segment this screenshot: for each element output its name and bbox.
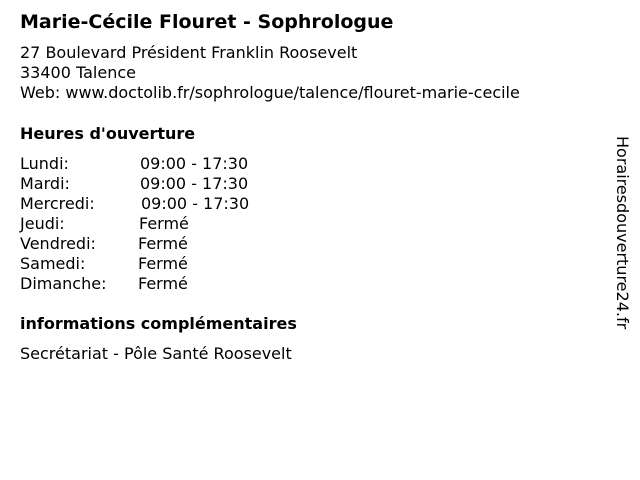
opening-hours-heading: Heures d'ouverture: [20, 124, 196, 143]
hours-time: 09:00 - 17:30: [140, 154, 249, 173]
hours-day: Mardi:: [20, 174, 70, 193]
postal-city: 33400 Talence: [20, 63, 136, 82]
site-watermark: Horairesdouverture24.fr: [613, 136, 632, 330]
hours-time: Fermé: [138, 274, 188, 293]
hours-day: Dimanche:: [20, 274, 107, 293]
additional-info-heading: informations complémentaires: [20, 314, 297, 333]
hours-day: Mercredi:: [20, 194, 95, 213]
additional-info-text: Secrétariat - Pôle Santé Roosevelt: [20, 344, 292, 363]
hours-time: Fermé: [138, 234, 188, 253]
website: Web: www.doctolib.fr/sophrologue/talence/flouret-marie-cecile: [20, 83, 520, 102]
hours-day: Vendredi:: [20, 234, 96, 253]
business-title: Marie-Cécile Flouret - Sophrologue: [20, 11, 394, 33]
hours-day: Lundi:: [20, 154, 69, 173]
hours-time: Fermé: [138, 254, 188, 273]
hours-time: 09:00 - 17:30: [141, 194, 250, 213]
address-block: [20, 43, 520, 103]
hours-time: 09:00 - 17:30: [140, 174, 249, 193]
street-address: 27 Boulevard Président Franklin Roosevelt: [20, 43, 358, 62]
hours-day: Jeudi:: [20, 214, 65, 233]
hours-day: Samedi:: [20, 254, 86, 273]
hours-time: Fermé: [139, 214, 189, 233]
